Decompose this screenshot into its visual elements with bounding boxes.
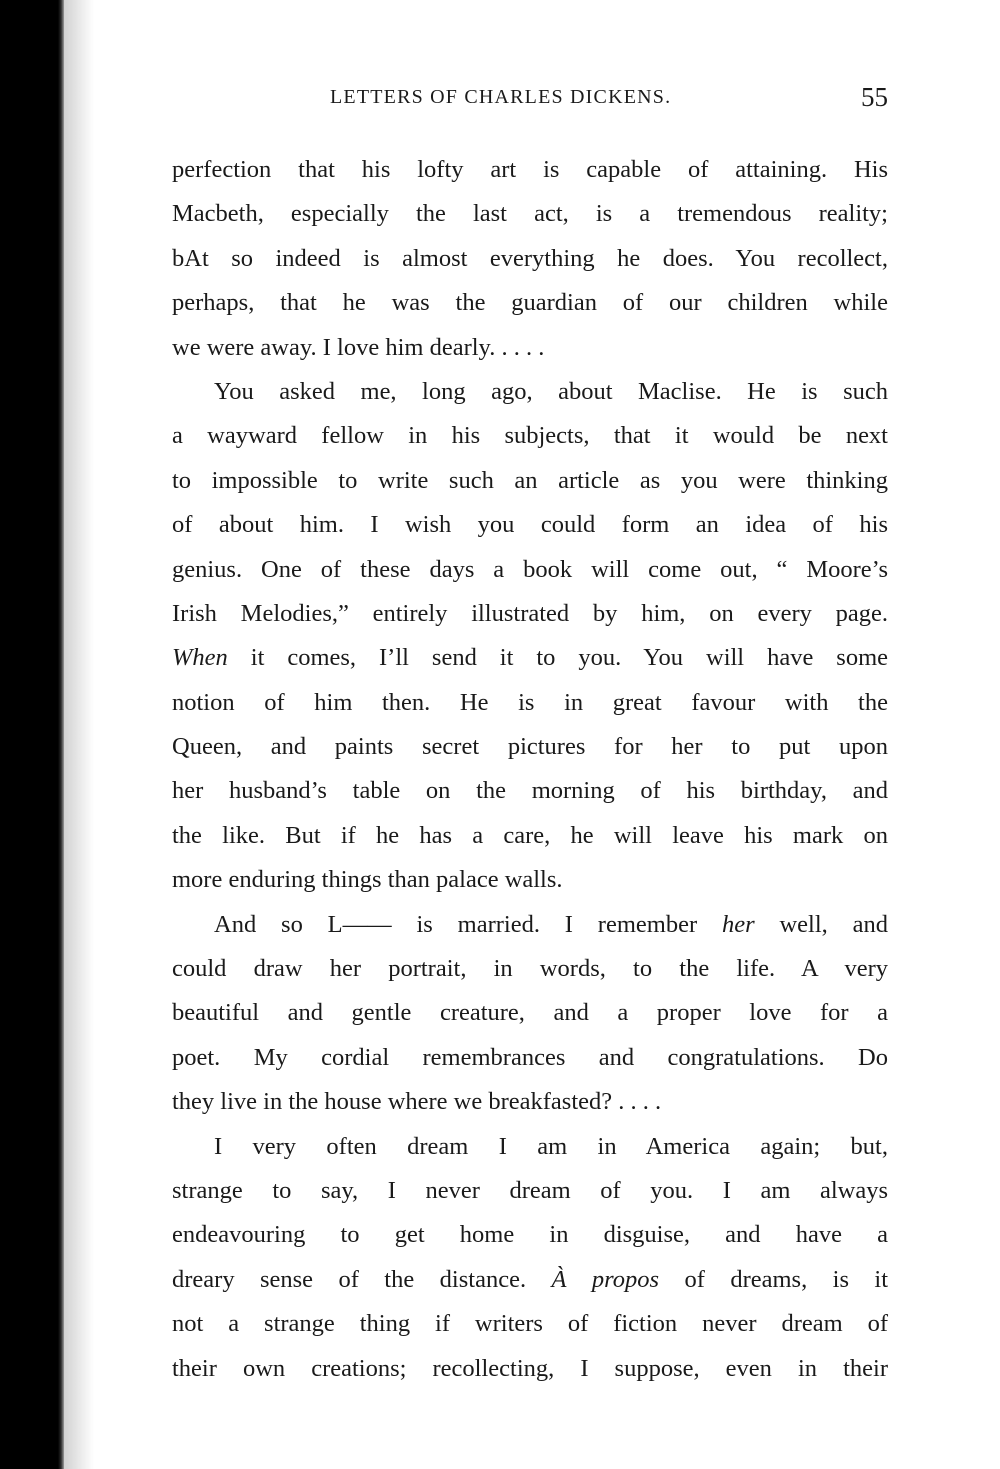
paragraph-start-line: And so L—— is married. I remember her well, and (214, 910, 888, 938)
text-line: poet. My cordial remembrances and congratulations. Do (172, 1043, 888, 1071)
scan-shadow-edge (0, 0, 64, 1469)
page-number: 55 (861, 82, 888, 112)
running-title: LETTERS OF CHARLES DICKENS. (330, 86, 672, 108)
text-line: perfection that his lofty art is capable of attaining. His (172, 156, 888, 183)
text-line: of about him. I wish you could form an idea of his (172, 511, 888, 539)
text-line: to impossible to write such an article as you were thinking (172, 466, 888, 494)
text-line: When it comes, I’ll send it to you. You will have some (172, 644, 889, 672)
text-line: a wayward fellow in his subjects, that it would be next (172, 422, 888, 450)
text-line: could draw her portrait, in words, to the life. A very (172, 955, 888, 983)
text-line: notion of him then. He is in great favour with the (172, 688, 888, 716)
text-line: more enduring things than palace walls. (172, 866, 563, 894)
text-line: Queen, and paints secret pictures for her to put upon (172, 733, 888, 761)
text-line: they live in the house where we breakfasted? . . . . (172, 1088, 662, 1116)
text-line: their own creations; recollecting, I suppose, even in their (172, 1354, 888, 1382)
italic-a-propos: À propos (551, 1265, 660, 1293)
text-line: endeavouring to get home in disguise, and have a (172, 1221, 888, 1249)
scan-shadow-fade (64, 0, 94, 1469)
text-line: strange to say, I never dream of you. I am always (172, 1176, 888, 1204)
text-line: not a strange thing if writers of fiction never dream of (172, 1310, 888, 1338)
text-line: beautiful and gentle creature, and a proper love for a (172, 999, 888, 1027)
text-line: bAt so indeed is almost everything he does. You recollect, (172, 244, 888, 272)
paragraph-start-line: I very often dream I am in America again; but, (214, 1132, 888, 1160)
italic-her: her (721, 910, 755, 938)
text-line: dreary sense of the distance. À propos of dreams, is it (172, 1265, 889, 1293)
text-line: perhaps, that he was the guardian of our children while (172, 289, 888, 317)
body-text (172, 148, 888, 1391)
text-line: Macbeth, especially the last act, is a tremendous reality; (172, 200, 888, 228)
text-line: the like. But if he has a care, he will leave his mark on (172, 821, 888, 849)
page-header (330, 82, 888, 118)
italic-when: When (172, 644, 228, 672)
paragraph-start-line: You asked me, long ago, about Maclise. He is such (214, 377, 888, 405)
text-line: genius. One of these days a book will come out, “ Moore’s (172, 555, 888, 583)
text-line: we were away. I love him dearly. . . . . (172, 333, 545, 361)
text-line: Irish Melodies,” entirely illustrated by him, on every page. (172, 599, 888, 627)
text-line: her husband’s table on the morning of his birthday, and (172, 777, 888, 805)
